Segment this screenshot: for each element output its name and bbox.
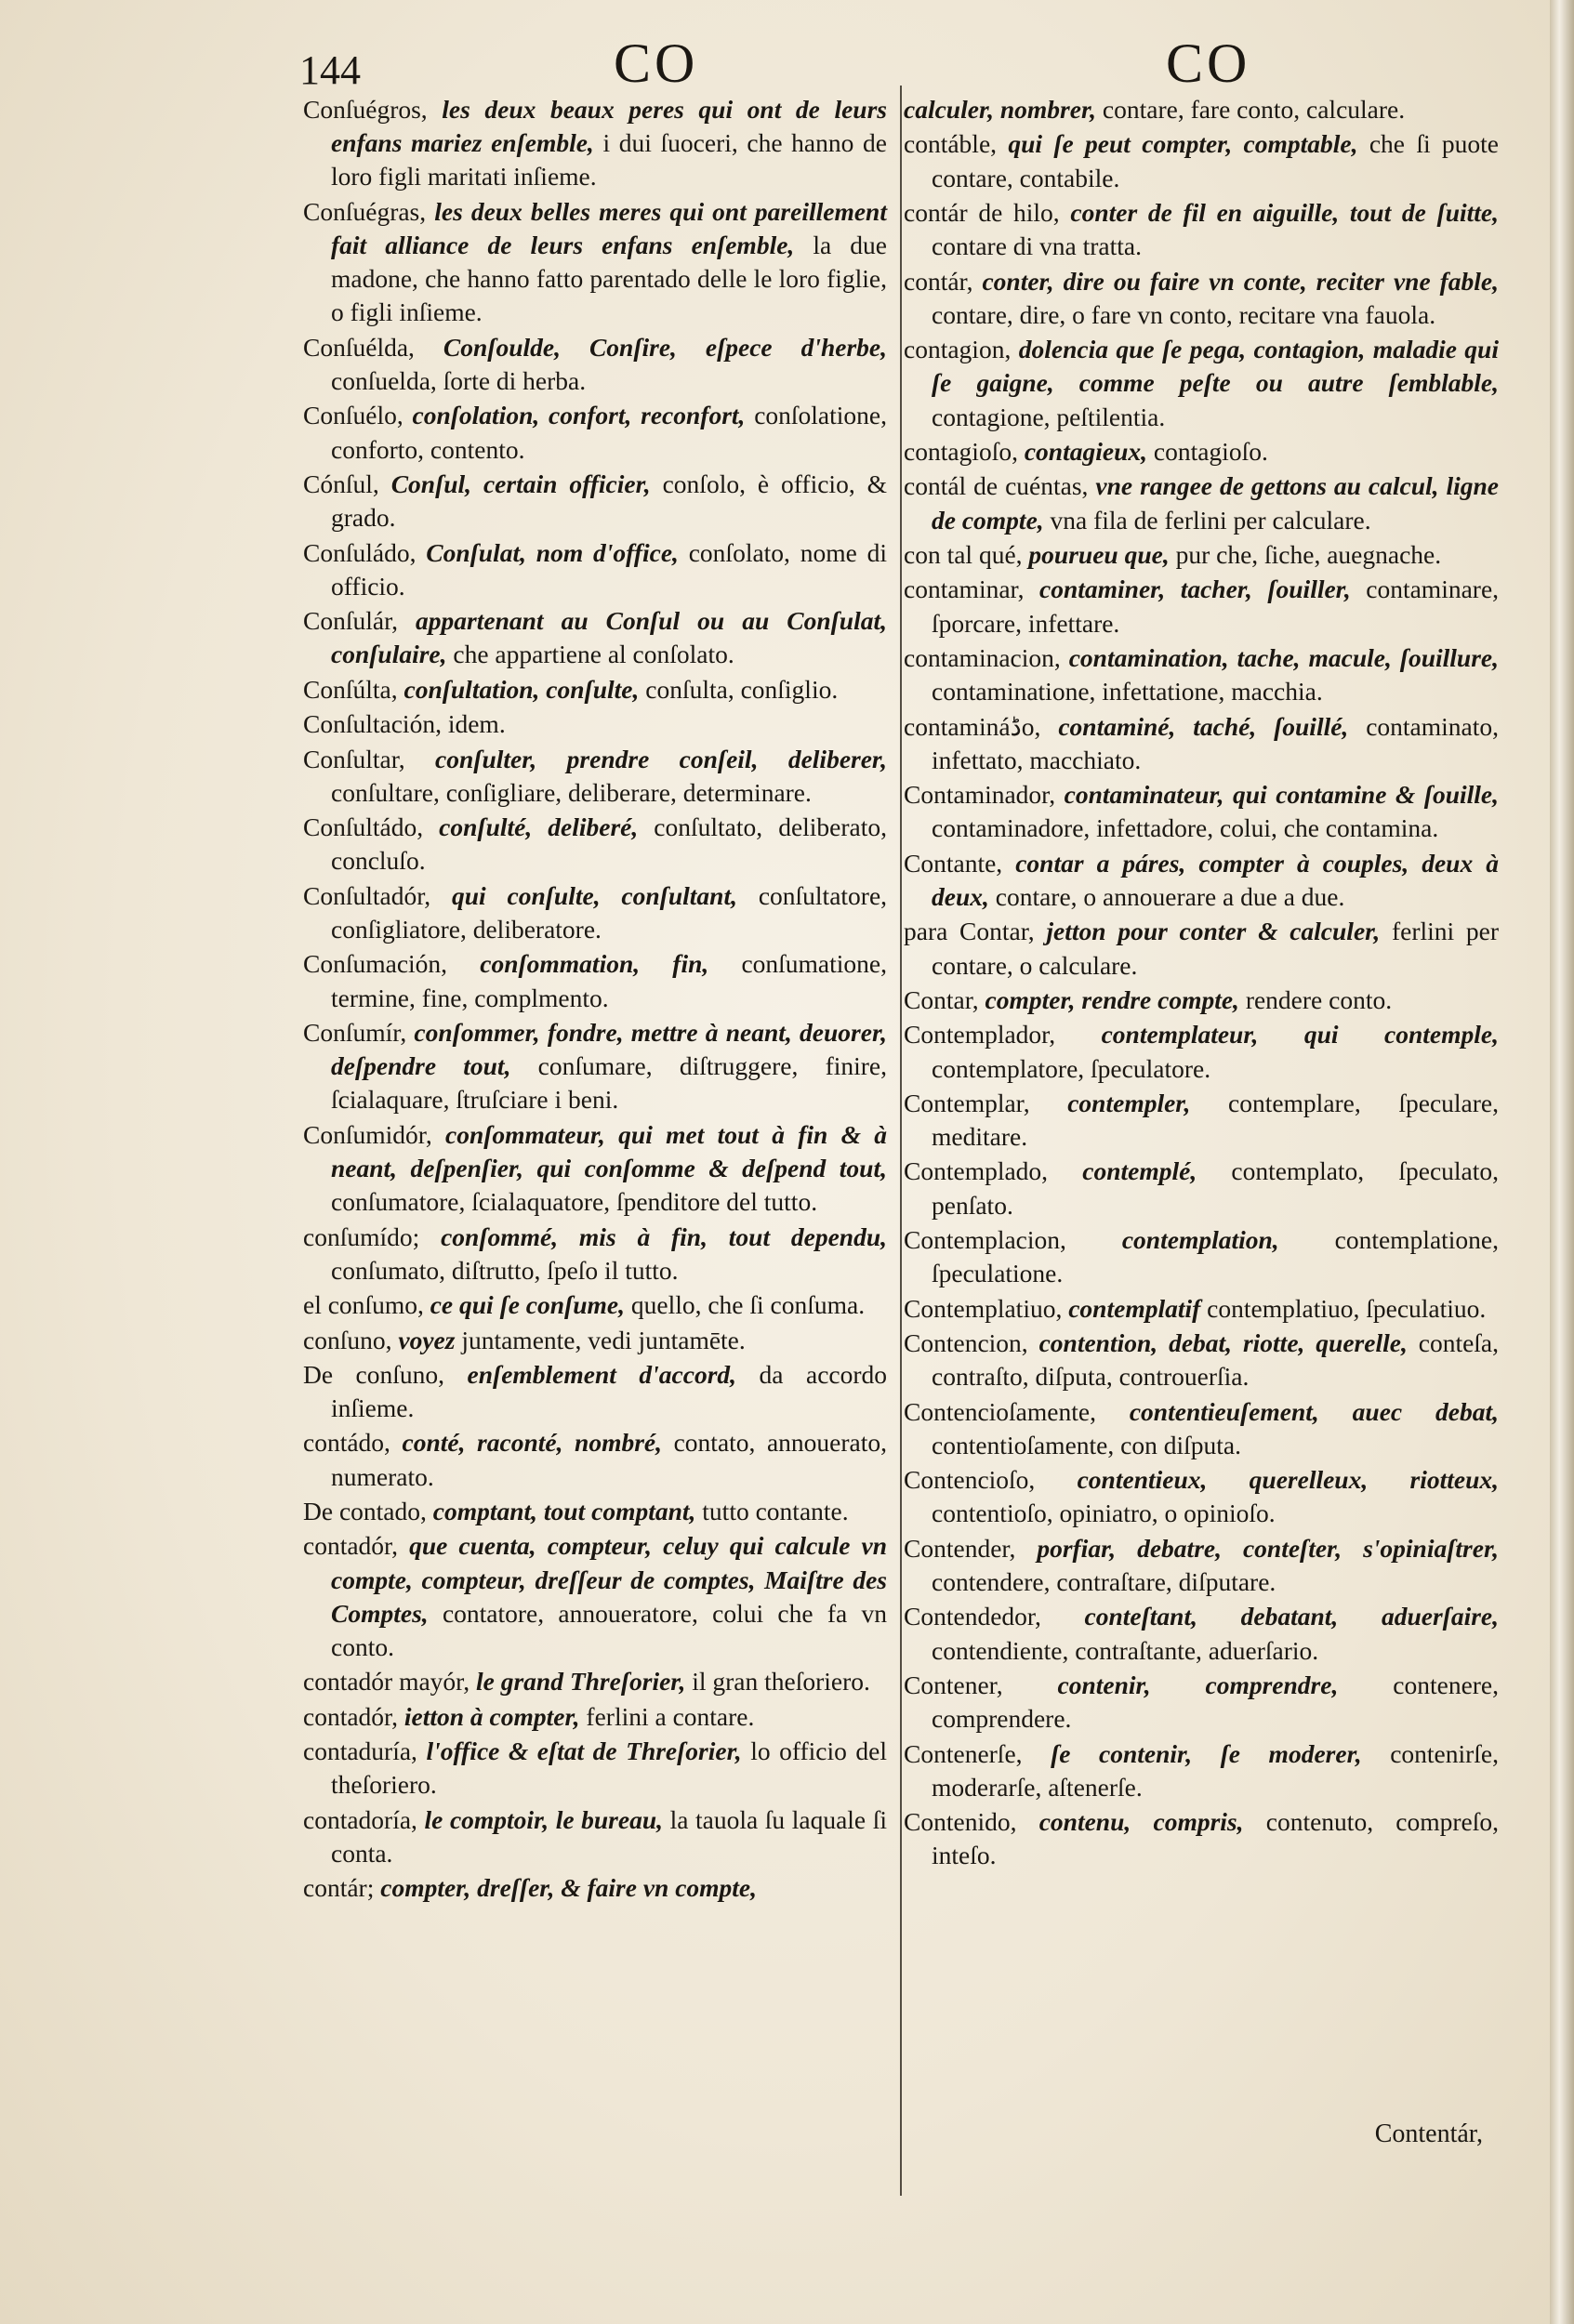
entry-french: qui conſulte, conſultant, — [452, 880, 737, 910]
entry-french: appartenant au Conſul ou au Conſulat, conſulaire, — [331, 606, 887, 669]
dictionary-entry — [303, 1016, 887, 1117]
entry-headword: contadór mayór, — [303, 1667, 470, 1697]
entry-italian: contemplare, ſpeculare, meditare. — [932, 1088, 1500, 1152]
entry-italian: contaminatione, infettatione, macchia. — [932, 677, 1323, 706]
entry-headword: contál de cuéntas, — [904, 471, 1089, 501]
entry-headword: Cónſul, — [303, 469, 379, 498]
entry-headword: Contender, — [904, 1533, 1016, 1563]
entry-french: qui ſe peut compter, comptable, — [1008, 129, 1358, 159]
dictionary-entry — [303, 947, 887, 1014]
entry-headword: Contemplado, — [904, 1156, 1049, 1186]
dictionary-entry — [904, 1532, 1499, 1599]
entry-french: ſe contenir, ſe moderer, — [1051, 1738, 1362, 1768]
dictionary-entry — [904, 710, 1499, 777]
entry-french: contaminer, tacher, ſouiller, — [1038, 574, 1351, 604]
entry-headword: Conſuélo, — [303, 401, 403, 430]
entry-french: contaminé, taché, ſouillé, — [1058, 711, 1349, 741]
dictionary-entry — [303, 1735, 887, 1802]
entry-italian: tutto contante. — [702, 1497, 849, 1526]
entry-french: conſulté, deliberé, — [439, 812, 639, 842]
running-head-left: CO — [614, 33, 699, 94]
dictionary-entry — [303, 1700, 887, 1734]
entry-italian: da accordo inſieme. — [331, 1359, 888, 1423]
entry-headword: Conſúlta, — [303, 674, 398, 704]
entry-french: conter de fil en aiguille, tout de ſuitte, — [1070, 197, 1499, 227]
dictionary-entry — [303, 1871, 887, 1905]
entry-headword: Contencioſo, — [904, 1465, 1036, 1495]
catchword: Contentár, — [1374, 2119, 1483, 2148]
dictionary-entry — [904, 915, 1499, 982]
dictionary-entry — [904, 1463, 1499, 1530]
entry-italian: contemplatione, ſpeculatione. — [932, 1225, 1500, 1288]
entry-french: le grand Threſorier, — [476, 1667, 686, 1697]
entry-headword: Contenido, — [904, 1807, 1017, 1837]
entry-headword: Conſuládo, — [303, 537, 417, 567]
dictionary-entry — [904, 847, 1499, 914]
entry-headword: Conſuélda, — [303, 332, 415, 362]
entry-headword: De conſuno, — [303, 1359, 445, 1389]
entry-headword: el conſumo, — [303, 1290, 424, 1320]
entry-italian: conſumatore, ſcialaquatore, ſpenditore del tutto. — [331, 1187, 818, 1217]
entry-italian: conſumato, diſtrutto, ſpeſo il tutto. — [331, 1255, 679, 1285]
dictionary-entry — [303, 604, 887, 671]
entry-italian: che ſi puote contare, contabile. — [932, 129, 1500, 192]
dictionary-entry — [303, 195, 887, 330]
dictionary-entry — [904, 1395, 1499, 1462]
entry-headword: Contener, — [904, 1670, 1003, 1700]
entry-headword: Contencion, — [904, 1328, 1028, 1358]
entry-french: compter, dreſſer, & faire vn compte, — [380, 1873, 758, 1903]
dictionary-entry — [303, 1529, 887, 1664]
entry-italian: vna fila de ferlini per calculare. — [1050, 505, 1371, 535]
entry-headword: Conſultádo, — [303, 812, 424, 842]
entry-french: dolencia que ſe pega, contagion, maladie qui ſe gaigne, comme peſte ou autre ſemblable, — [932, 335, 1499, 398]
entry-headword: contáble, — [904, 129, 998, 159]
entry-french: contention, debat, riotte, querelle, — [1038, 1328, 1408, 1358]
dictionary-entry — [904, 984, 1499, 1017]
entry-headword: contadoría, — [303, 1804, 417, 1834]
entry-italian: contaminadore, infettadore, colui, che contamina. — [932, 813, 1439, 843]
dictionary-entry — [904, 778, 1499, 845]
entry-french: enſemblement d'accord, — [467, 1359, 737, 1389]
dictionary-entry — [303, 879, 887, 946]
entry-italian: la due madone, che hanno fatto parentado delle le loro figlie, o figli inſieme. — [331, 231, 887, 327]
entry-italian: conſumatione, termine, fine, complmento. — [331, 949, 887, 1012]
entry-italian: ferlini a contare. — [586, 1701, 755, 1731]
entry-headword: Conſultar, — [303, 744, 405, 773]
entry-italian: contendiente, contraſtante, aduerſario. — [932, 1635, 1319, 1665]
dictionary-entry — [904, 641, 1499, 708]
entry-italian: contaminato, infettato, macchiato. — [932, 711, 1500, 774]
dictionary-entry — [904, 538, 1499, 572]
dictionary-entry — [904, 1087, 1499, 1154]
entry-french: que cuenta, compteur, celuy qui calcule vn compte, compteur, dreſſeur de comptes, Maiſtre des Comptes, — [331, 1531, 887, 1628]
entry-italian: i dui ſuoceri, che hanno de loro figli maritati inſieme. — [331, 128, 887, 191]
dictionary-entry — [904, 333, 1499, 434]
entry-french: comptant, tout comptant, — [432, 1497, 696, 1526]
entry-headword: para Contar, — [904, 917, 1035, 946]
dictionary-entry — [904, 265, 1499, 332]
entry-italian: conſolatione, conforto, contento. — [331, 401, 887, 464]
entry-italian: contemplato, ſpeculato, penſato. — [932, 1156, 1500, 1220]
dictionary-entry — [303, 1221, 887, 1287]
entry-italian: conſultare, conſigliare, deliberare, determinare. — [331, 777, 812, 807]
entry-italian: conteſa, contraſto, diſputa, controuerſia. — [932, 1328, 1500, 1392]
entry-french: conſolation, confort, reconfort, — [412, 401, 746, 430]
entry-italian: contare di vna tratta. — [932, 231, 1143, 261]
entry-headword: contaduría, — [303, 1736, 417, 1766]
entry-headword: contadór, — [303, 1701, 398, 1731]
entry-french: l'office & eſtat de Threſorier, — [426, 1736, 742, 1766]
entry-french: conté, raconté, nombré, — [402, 1428, 663, 1458]
entry-headword: Conſumación, — [303, 949, 448, 979]
entry-headword: contár, — [904, 266, 973, 296]
entry-headword: conſumído; — [303, 1221, 420, 1251]
entry-french: Conſoulde, Conſire, eſpece d'herbe, — [443, 332, 888, 362]
entry-italian: la tauola ſu laquale ſi conta. — [331, 1804, 887, 1868]
entry-italian: contagione, peſtilentia. — [932, 402, 1166, 431]
entry-french: contar a páres, compter à couples, deux à deux, — [932, 848, 1499, 911]
dictionary-entry — [904, 1155, 1499, 1221]
entry-french: contaminateur, qui contamine & ſouille, — [1064, 780, 1500, 810]
entry-headword: contagion, — [904, 335, 1012, 364]
entry-italian: quello, che ſi conſuma. — [630, 1290, 866, 1320]
dictionary-entry — [303, 1495, 887, 1528]
dictionary-entry — [303, 536, 887, 603]
entry-headword: Contemplacion, — [904, 1225, 1066, 1255]
entry-italian: contenuto, compreſo, inteſo. — [932, 1807, 1500, 1870]
entry-french: contemplateur, qui contemple, — [1101, 1020, 1499, 1050]
entry-french: contemplatif — [1068, 1293, 1201, 1323]
entry-french: conſommation, fin, — [480, 949, 709, 979]
dictionary-entry — [904, 1600, 1499, 1667]
dictionary-entry — [303, 811, 887, 878]
entry-headword: Conſuégros, — [303, 95, 428, 124]
entry-french: compter, rendre compte, — [985, 984, 1239, 1014]
dictionary-entry — [904, 1223, 1499, 1290]
entry-french: les deux belles meres qui ont pareillement fait alliance de leurs enfans enſemble, — [331, 196, 887, 259]
entry-french: contentieux, querelleux, riotteux, — [1077, 1465, 1500, 1495]
dictionary-entry — [303, 468, 887, 535]
entry-french: conſommer, fondre, mettre à neant, deuorer, deſpendre tout, — [331, 1017, 888, 1081]
entry-french: pourueu que, — [1028, 539, 1170, 569]
dictionary-entry — [303, 743, 887, 810]
entry-headword: Contemplar, — [904, 1088, 1030, 1117]
entry-french: contamination, tache, macule, ſouillure, — [1068, 642, 1500, 672]
entry-french: Conſul, certain officier, — [390, 469, 651, 498]
entry-headword: contaminar, — [904, 574, 1025, 604]
entry-french: voyez — [398, 1325, 456, 1354]
entry-headword: contagioſo, — [904, 436, 1018, 466]
entry-headword: Conſultadór, — [303, 880, 431, 910]
entry-headword: contádo, — [303, 1428, 390, 1458]
entry-headword: conſuno, — [303, 1325, 392, 1354]
dictionary-entry — [303, 1426, 887, 1493]
entry-italian: il gran theſoriero. — [692, 1667, 870, 1697]
entry-french: contempler, — [1067, 1088, 1191, 1117]
entry-headword: Contante, — [904, 848, 1003, 878]
entry-italian: contendere, contraſtare, diſputare. — [932, 1567, 1276, 1597]
entry-headword: contár; — [303, 1873, 375, 1903]
dictionary-entry — [303, 1118, 887, 1220]
entry-italian: contare, o annouerare a due a due. — [995, 881, 1345, 911]
entry-italian: contagioſo. — [1153, 436, 1268, 466]
entry-italian: lo officio del theſoriero. — [331, 1736, 888, 1800]
dictionary-entry — [904, 435, 1499, 469]
entry-french: conſultation, conſulte, — [403, 674, 640, 704]
entry-french: conſommé, mis à fin, tout dependu, — [441, 1221, 888, 1251]
entry-headword: Contaminador, — [904, 780, 1056, 810]
entry-italian: contaminare, ſporcare, infettare. — [932, 574, 1500, 638]
entry-french: conter, dire ou faire vn conte, reciter vne fable, — [982, 266, 1500, 296]
entry-italian: contentioſamente, con diſputa. — [932, 1430, 1241, 1459]
dictionary-entry — [303, 1665, 887, 1698]
entry-italian: che appartiene al conſolato. — [453, 640, 734, 669]
entry-italian: idem. — [447, 709, 506, 739]
entry-italian: juntamente, vedi juntamēte. — [461, 1325, 746, 1354]
entry-french: vne rangee de gettons au calcul, ligne de compte, — [932, 471, 1500, 535]
entry-french: contentieuſement, auec debat, — [1129, 1396, 1499, 1426]
entry-french: contenir, comprendre, — [1057, 1670, 1339, 1700]
entry-headword: Conſuégras, — [303, 196, 427, 226]
entry-headword: contár de hilo, — [904, 197, 1060, 227]
page-number: 144 — [299, 47, 361, 93]
entry-french: jetton pour conter & calculer, — [1046, 917, 1381, 946]
entry-headword: Contenerſe, — [904, 1738, 1023, 1768]
entry-headword: Conſulár, — [303, 606, 399, 636]
entry-italian: contato, annouerato, numerato. — [331, 1428, 888, 1491]
entry-headword: Contendedor, — [904, 1602, 1041, 1631]
entry-italian: contemplatore, ſpeculatore. — [932, 1053, 1211, 1083]
left-column — [303, 93, 887, 1907]
entry-italian: contenere, comprendere. — [932, 1670, 1500, 1734]
entry-french: conſulter, prendre conſeil, deliberer, — [435, 744, 887, 773]
dictionary-entry — [904, 1669, 1499, 1736]
entry-headword: con tal qué, — [904, 539, 1023, 569]
entry-french: contemplé, — [1082, 1156, 1197, 1186]
entry-italian: contentioſo, opiniatro, o opinioſo. — [932, 1499, 1276, 1528]
entry-french: le comptoir, le bureau, — [424, 1804, 663, 1834]
entry-french: Conſulat, nom d'office, — [426, 537, 679, 567]
entry-italian: ferlini per contare, o calculare. — [932, 917, 1499, 980]
entry-french: conteſtant, debatant, aduerſaire, — [1084, 1602, 1499, 1631]
entry-italian: rendere conto. — [1245, 984, 1393, 1014]
dictionary-entry — [904, 1018, 1499, 1085]
entry-french: ietton à compter, — [403, 1701, 580, 1731]
entry-french: calculer, nombrer, — [904, 95, 1097, 124]
right-column — [904, 93, 1499, 1874]
entry-headword: De contado, — [303, 1497, 427, 1526]
entry-french: conſommateur, qui met tout à fin & à neant, deſpenſier, qui conſomme & deſpend tout, — [331, 1119, 888, 1182]
entry-french: porfiar, debatre, conteſter, s'opiniaſtrer, — [1037, 1533, 1500, 1563]
entry-italian: pur che, ſiche, auegnache. — [1175, 539, 1442, 569]
entry-italian: contatore, annoueratore, colui che fa vn conto. — [331, 1598, 887, 1662]
entry-french: contagieux, — [1024, 436, 1147, 466]
dictionary-entry — [303, 707, 887, 741]
dictionary-entry — [904, 573, 1499, 640]
entry-headword: contadór, — [303, 1531, 398, 1561]
dictionary-entry — [904, 196, 1499, 263]
entry-headword: Conſultación, — [303, 709, 442, 739]
entry-italian: conſolato, nome di officio. — [331, 537, 887, 601]
entry-italian: contemplatiuo, ſpeculatiuo. — [1207, 1293, 1487, 1323]
running-head-right: CO — [1166, 33, 1251, 94]
entry-french: contenu, compris, — [1038, 1807, 1244, 1837]
dictionary-entry — [904, 1327, 1499, 1393]
dictionary-entry — [303, 1358, 887, 1425]
entry-headword: Contencioſamente, — [904, 1396, 1096, 1426]
column-divider — [900, 86, 902, 2196]
entry-headword: Contemplatiuo, — [904, 1293, 1063, 1323]
dictionary-entry — [303, 1288, 887, 1322]
entry-italian: conſumare, diſtruggere, finire, ſcialaquare, ſtruſciare i beni. — [331, 1051, 887, 1115]
dictionary-entry — [303, 673, 887, 706]
entry-headword: Conſumidór, — [303, 1119, 432, 1149]
entry-italian: conſultato, deliberato, concluſo. — [331, 812, 888, 876]
dictionary-entry — [904, 1737, 1499, 1804]
dictionary-entry — [303, 1324, 887, 1357]
entry-french: ce qui ſe conſume, — [430, 1290, 625, 1320]
entry-italian: conſolo, è officio, & grado. — [331, 469, 888, 533]
entry-italian: conſultatore, conſigliatore, deliberatore. — [331, 880, 888, 944]
dictionary-entry — [904, 1292, 1499, 1326]
dictionary-entry — [303, 1803, 887, 1870]
entry-italian: contenirſe, moderarſe, aſtenerſe. — [932, 1738, 1500, 1802]
dictionary-entry — [303, 399, 887, 466]
dictionary-entry — [303, 93, 887, 194]
dictionary-entry — [904, 1805, 1499, 1872]
entry-headword: contamináڈo, — [904, 711, 1041, 741]
page-edge — [1550, 0, 1574, 2324]
dictionary-entry — [904, 93, 1499, 126]
entry-headword: Contar, — [904, 984, 979, 1014]
dictionary-entry — [303, 331, 887, 398]
entry-italian: contare, dire, o fare vn conto, recitare vna fauola. — [932, 299, 1436, 329]
dictionary-entry — [904, 127, 1499, 194]
entry-french: les deux beaux peres qui ont de leurs enfans mariez enſemble, — [331, 95, 888, 158]
entry-headword: Contemplador, — [904, 1020, 1056, 1050]
entry-headword: contaminacion, — [904, 642, 1061, 672]
entry-headword: Conſumír, — [303, 1017, 407, 1047]
entry-italian: contare, fare conto, calculare. — [1102, 95, 1406, 124]
entry-french: contemplation, — [1121, 1225, 1279, 1255]
dictionary-entry — [904, 469, 1499, 536]
entry-italian: conſulta, conſiglio. — [645, 674, 839, 704]
entry-italian: conſuelda, ſorte di herba. — [331, 366, 587, 395]
